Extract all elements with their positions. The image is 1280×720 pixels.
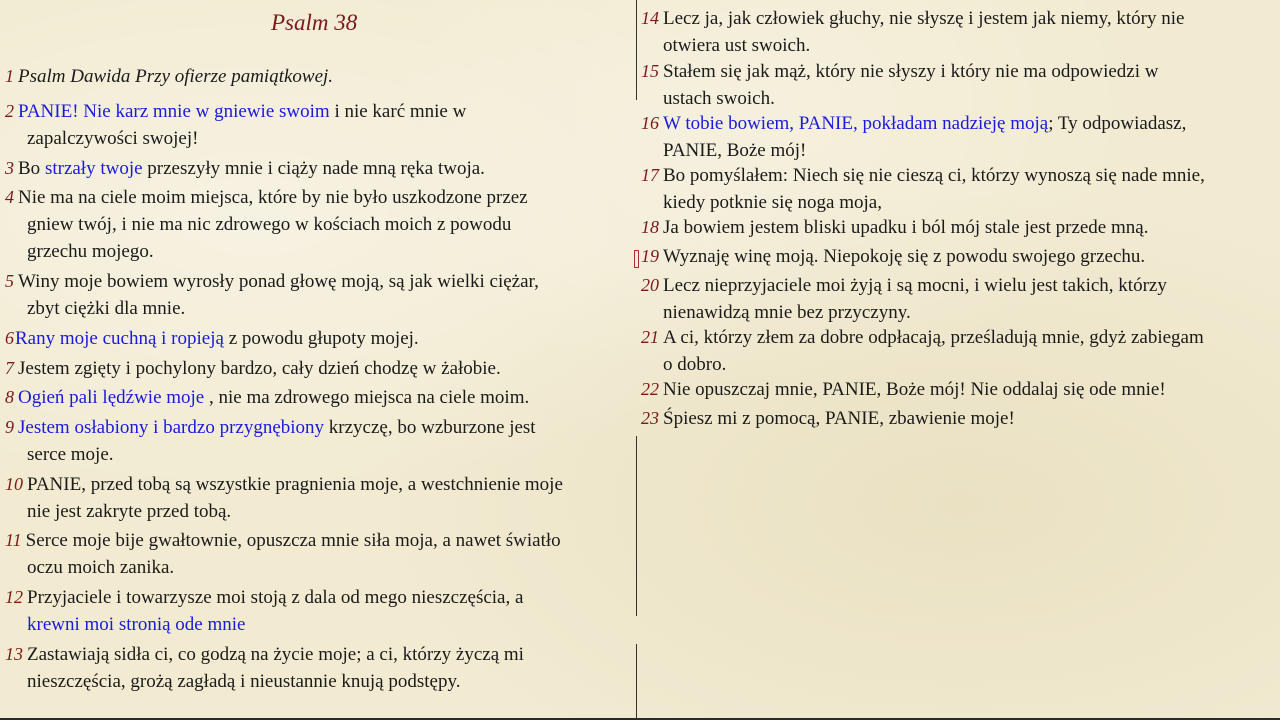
verse-text-line2: gniew twój, i nie ma nic zdrowego w kościach moich z powodu — [27, 214, 512, 235]
verse-2[interactable] — [5, 98, 466, 152]
verse-text: Jestem zgięty i pochylony bardzo, cały dzień chodzę w żałobie. — [18, 358, 501, 379]
verse-text-line2: PANIE, Boże mój! — [663, 140, 807, 161]
verse-19[interactable] — [641, 243, 1145, 270]
verse-text-line2: o dobro. — [663, 354, 727, 375]
verse-text-line2: oczu moich zanika. — [27, 557, 175, 578]
verse-number: 4 — [5, 187, 14, 207]
verse-15[interactable] — [641, 58, 1158, 112]
verse-number: 1 — [5, 66, 14, 86]
verse-text: A ci, którzy złem za dobre odpłacają, prześladują mnie, gdyż zabiegam — [663, 327, 1204, 348]
verse-number: 17 — [641, 165, 659, 185]
verse-text: i nie karć mnie w — [329, 101, 467, 122]
verse-text: PANIE, przed tobą są wszystkie pragnienia moje, a westchnienie moje — [27, 474, 563, 495]
highlighted-text: Ogień pali lędźwie moje — [18, 387, 205, 408]
page-title: Psalm 38 — [271, 10, 358, 35]
verse-text-line2: nieszczęścia, grożą zagładą i nieustannie knują podstępy. — [27, 671, 461, 692]
column-divider — [636, 0, 637, 100]
highlighted-text: Jestem osłabiony i bardzo przygnębiony — [18, 417, 325, 438]
verse-text: Zastawiają sidła ci, co godzą na życie moje; a ci, którzy życzą mi — [27, 644, 524, 665]
verse-text: Bo — [18, 158, 45, 179]
verse-text: Lecz ja, jak człowiek głuchy, nie słyszę i jestem jak niemy, który nie — [663, 8, 1185, 29]
verse-text-line2: zapalczywości swojej! — [27, 128, 199, 149]
verse-4[interactable] — [5, 184, 528, 265]
verse-1[interactable] — [5, 63, 333, 90]
verse-text-line2: ustach swoich. — [663, 88, 775, 109]
verse-text: Winy moje bowiem wyrosły ponad głowę moją, są jak wielki ciężar, — [18, 271, 539, 292]
verse-number: 11 — [5, 530, 22, 550]
verse-number: 15 — [641, 61, 659, 81]
verse-text: krzyczę, bo wzburzone jest — [324, 417, 536, 438]
verse-6[interactable] — [5, 325, 419, 352]
verse-text: Bo pomyślałem: Niech się nie cieszą ci, którzy wynoszą się nade mnie, — [663, 165, 1205, 186]
verse-text: Śpiesz mi z pomocą, PANIE, zbawienie moje! — [663, 408, 1015, 429]
verse-number: 10 — [5, 474, 23, 494]
verse-18[interactable] — [641, 214, 1148, 241]
highlighted-text: PANIE! Nie karz mnie w gniewie swoim — [18, 101, 330, 122]
verse-21[interactable] — [641, 324, 1204, 378]
verse-text: Wyznaję winę moją. Niepokoję się z powodu swojego grzechu. — [663, 246, 1146, 267]
verse-text-line2: kiedy potknie się noga moja, — [663, 192, 882, 213]
bookmark-marker — [634, 250, 639, 268]
verse-number: 19 — [641, 246, 659, 266]
verse-23[interactable] — [641, 405, 1015, 432]
verse-14[interactable] — [641, 5, 1184, 59]
verse-text: , nie ma zdrowego miejsca na ciele moim. — [204, 387, 530, 408]
verse-3[interactable] — [5, 155, 485, 182]
verse-number: 13 — [5, 644, 23, 664]
verse-10[interactable] — [5, 471, 563, 525]
verse-text: Serce moje bije gwałtownie, opuszcza mnie siła moja, a nawet światło — [25, 530, 561, 551]
verse-text-line2: zbyt ciężki dla mnie. — [27, 298, 186, 319]
verse-11[interactable] — [5, 527, 561, 581]
verse-12[interactable] — [5, 584, 523, 638]
verse-text: Psalm Dawida Przy ofierze pamiątkowej. — [18, 66, 334, 87]
column-divider — [636, 436, 637, 616]
verse-20[interactable] — [641, 272, 1167, 326]
verse-number: 9 — [5, 417, 14, 437]
verse-text: przeszyły mnie i ciąży nade mną ręka twoja. — [142, 158, 485, 179]
verse-number: 7 — [5, 358, 14, 378]
verse-number: 8 — [5, 387, 14, 407]
verse-number: 22 — [641, 379, 659, 399]
highlighted-text: W tobie bowiem, PANIE, pokładam nadzieję moją — [663, 113, 1049, 134]
verse-number: 16 — [641, 113, 659, 133]
verse-13[interactable] — [5, 641, 524, 695]
verse-number: 18 — [641, 217, 659, 237]
verse-16[interactable] — [641, 110, 1186, 164]
verse-number: 3 — [5, 158, 14, 178]
verse-7[interactable] — [5, 355, 501, 382]
verse-22[interactable] — [641, 376, 1166, 403]
verse-text: Ja bowiem jestem bliski upadku i ból mój stale jest przede mną. — [663, 217, 1149, 238]
verse-8[interactable] — [5, 384, 529, 411]
verse-text-line3: grzechu mojego. — [27, 241, 154, 262]
verse-text-line2: otwiera ust swoich. — [663, 35, 811, 56]
verse-17[interactable] — [641, 162, 1205, 216]
verse-text: Nie ma na ciele moim miejsca, które by nie było uszkodzone przez — [18, 187, 528, 208]
verse-text: Przyjaciele i towarzysze moi stoją z dala od mego nieszczęścia, a — [27, 587, 524, 608]
verse-number: 12 — [5, 587, 23, 607]
verse-text: Nie opuszczaj mnie, PANIE, Boże mój! Nie oddalaj się ode mnie! — [663, 379, 1166, 400]
highlighted-text: strzały twoje — [44, 158, 143, 179]
verse-number: 23 — [641, 408, 659, 428]
verse-9[interactable] — [5, 414, 536, 468]
verse-text: Lecz nieprzyjaciele moi żyją i są mocni, i wielu jest takich, którzy — [663, 275, 1167, 296]
verse-number: 6 — [5, 328, 14, 348]
verse-text: ; Ty odpowiadasz, — [1048, 113, 1187, 134]
verse-number: 14 — [641, 8, 659, 28]
verse-number: 20 — [641, 275, 659, 295]
verse-number: 2 — [5, 101, 14, 121]
verse-number: 21 — [641, 327, 659, 347]
verse-5[interactable] — [5, 268, 539, 322]
verse-number: 5 — [5, 271, 14, 291]
verse-text: Stałem się jak mąż, który nie słyszy i który nie ma odpowiedzi w — [663, 61, 1159, 82]
verse-text-line2: serce moje. — [27, 444, 114, 465]
verse-text-line2: nie jest zakryte przed tobą. — [27, 501, 232, 522]
verse-text: z powodu głupoty mojej. — [223, 328, 419, 349]
verse-text-line2: nienawidzą mnie bez przyczyny. — [663, 302, 911, 323]
column-divider — [636, 644, 637, 720]
highlighted-text: krewni moi stronią ode mnie — [27, 614, 246, 635]
highlighted-text: Rany moje cuchną i ropieją — [15, 328, 224, 349]
